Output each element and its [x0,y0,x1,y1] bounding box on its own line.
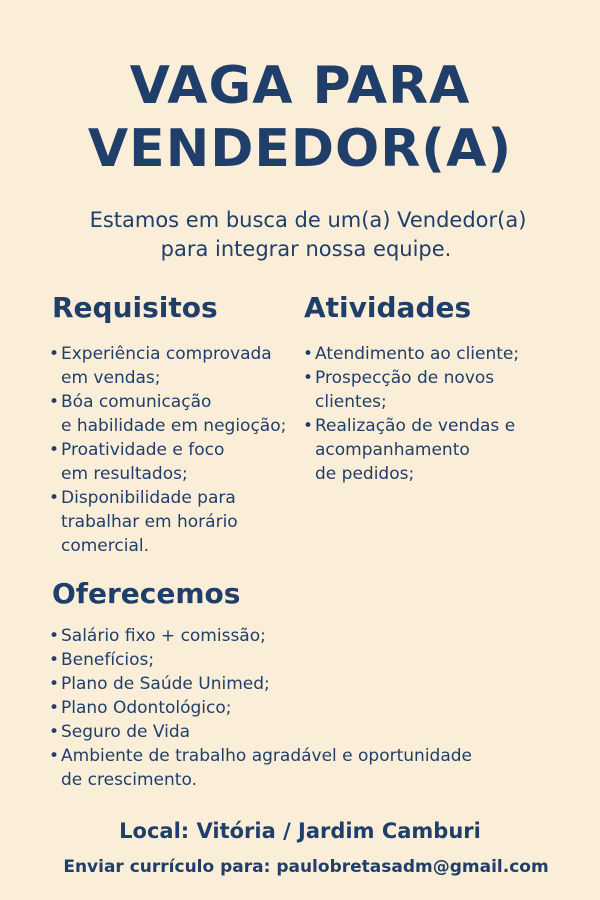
email-contact-text: Enviar currículo para: paulobretasadm@gmail.com [63,857,549,877]
list-item-line: de pedidos; [315,464,415,484]
atividades-list [303,342,519,486]
list-item [303,414,519,486]
list-item-line: acompanhamento [315,440,470,460]
list-item [49,486,286,558]
list-item [49,624,472,648]
list-item-line: • Ambiente de trabalho agradável e oportunidade [61,746,473,766]
list-item-line: • Seguro de Vida [61,722,191,742]
requisitos-list [49,342,286,558]
list-item [303,366,519,414]
list-item-line: • Plano Odontológico; [61,698,232,718]
list-item [49,342,286,390]
list-item-line: • Benefícios; [61,650,155,670]
list-item-line: comercial. [61,536,149,556]
list-item-line: em resultados; [61,464,188,484]
list-item-line: • Prospecção de novos [315,368,495,388]
list-item [49,720,472,744]
list-item-line: clientes; [315,392,387,412]
list-item-line: • Bóa comunicação [61,392,212,412]
list-item-line: de crescimento. [61,770,197,790]
title-line-2: VENDEDOR(A) [87,119,513,179]
list-item [49,438,286,486]
title-line-1: VAGA PARA [129,56,471,116]
oferecemos-heading: Oferecemos [52,577,241,610]
list-item-line: • Plano de Saúde Unimed; [61,674,270,694]
list-item [303,342,519,366]
list-item-line: trabalhar em horário [61,512,238,532]
atividades-heading: Atividades [304,291,472,324]
list-item-line: e habilidade em negioção; [61,416,287,436]
location-text: Local: Vitória / Jardim Camburi [119,819,481,843]
list-item-line: • Realização de vendas e [315,416,516,436]
list-item [49,390,286,438]
list-item [49,648,472,672]
oferecemos-list [49,624,472,792]
list-item-line: • Proatividade e foco [61,440,225,460]
intro-line-2: para integrar nossa equipe. [160,237,452,261]
intro-line-1: Estamos em busca de um(a) Vendedor(a) [89,208,527,232]
list-item-line: • Atendimento ao cliente; [315,344,520,364]
list-item [49,744,472,792]
list-item [49,696,472,720]
list-item [49,672,472,696]
list-item-line: • Salário fixo + comissão; [61,626,266,646]
requisitos-heading: Requisitos [52,291,218,324]
list-item-line: em vendas; [61,368,161,388]
list-item-line: • Disponibilidade para [61,488,236,508]
list-item-line: • Experiência comprovada [61,344,272,364]
